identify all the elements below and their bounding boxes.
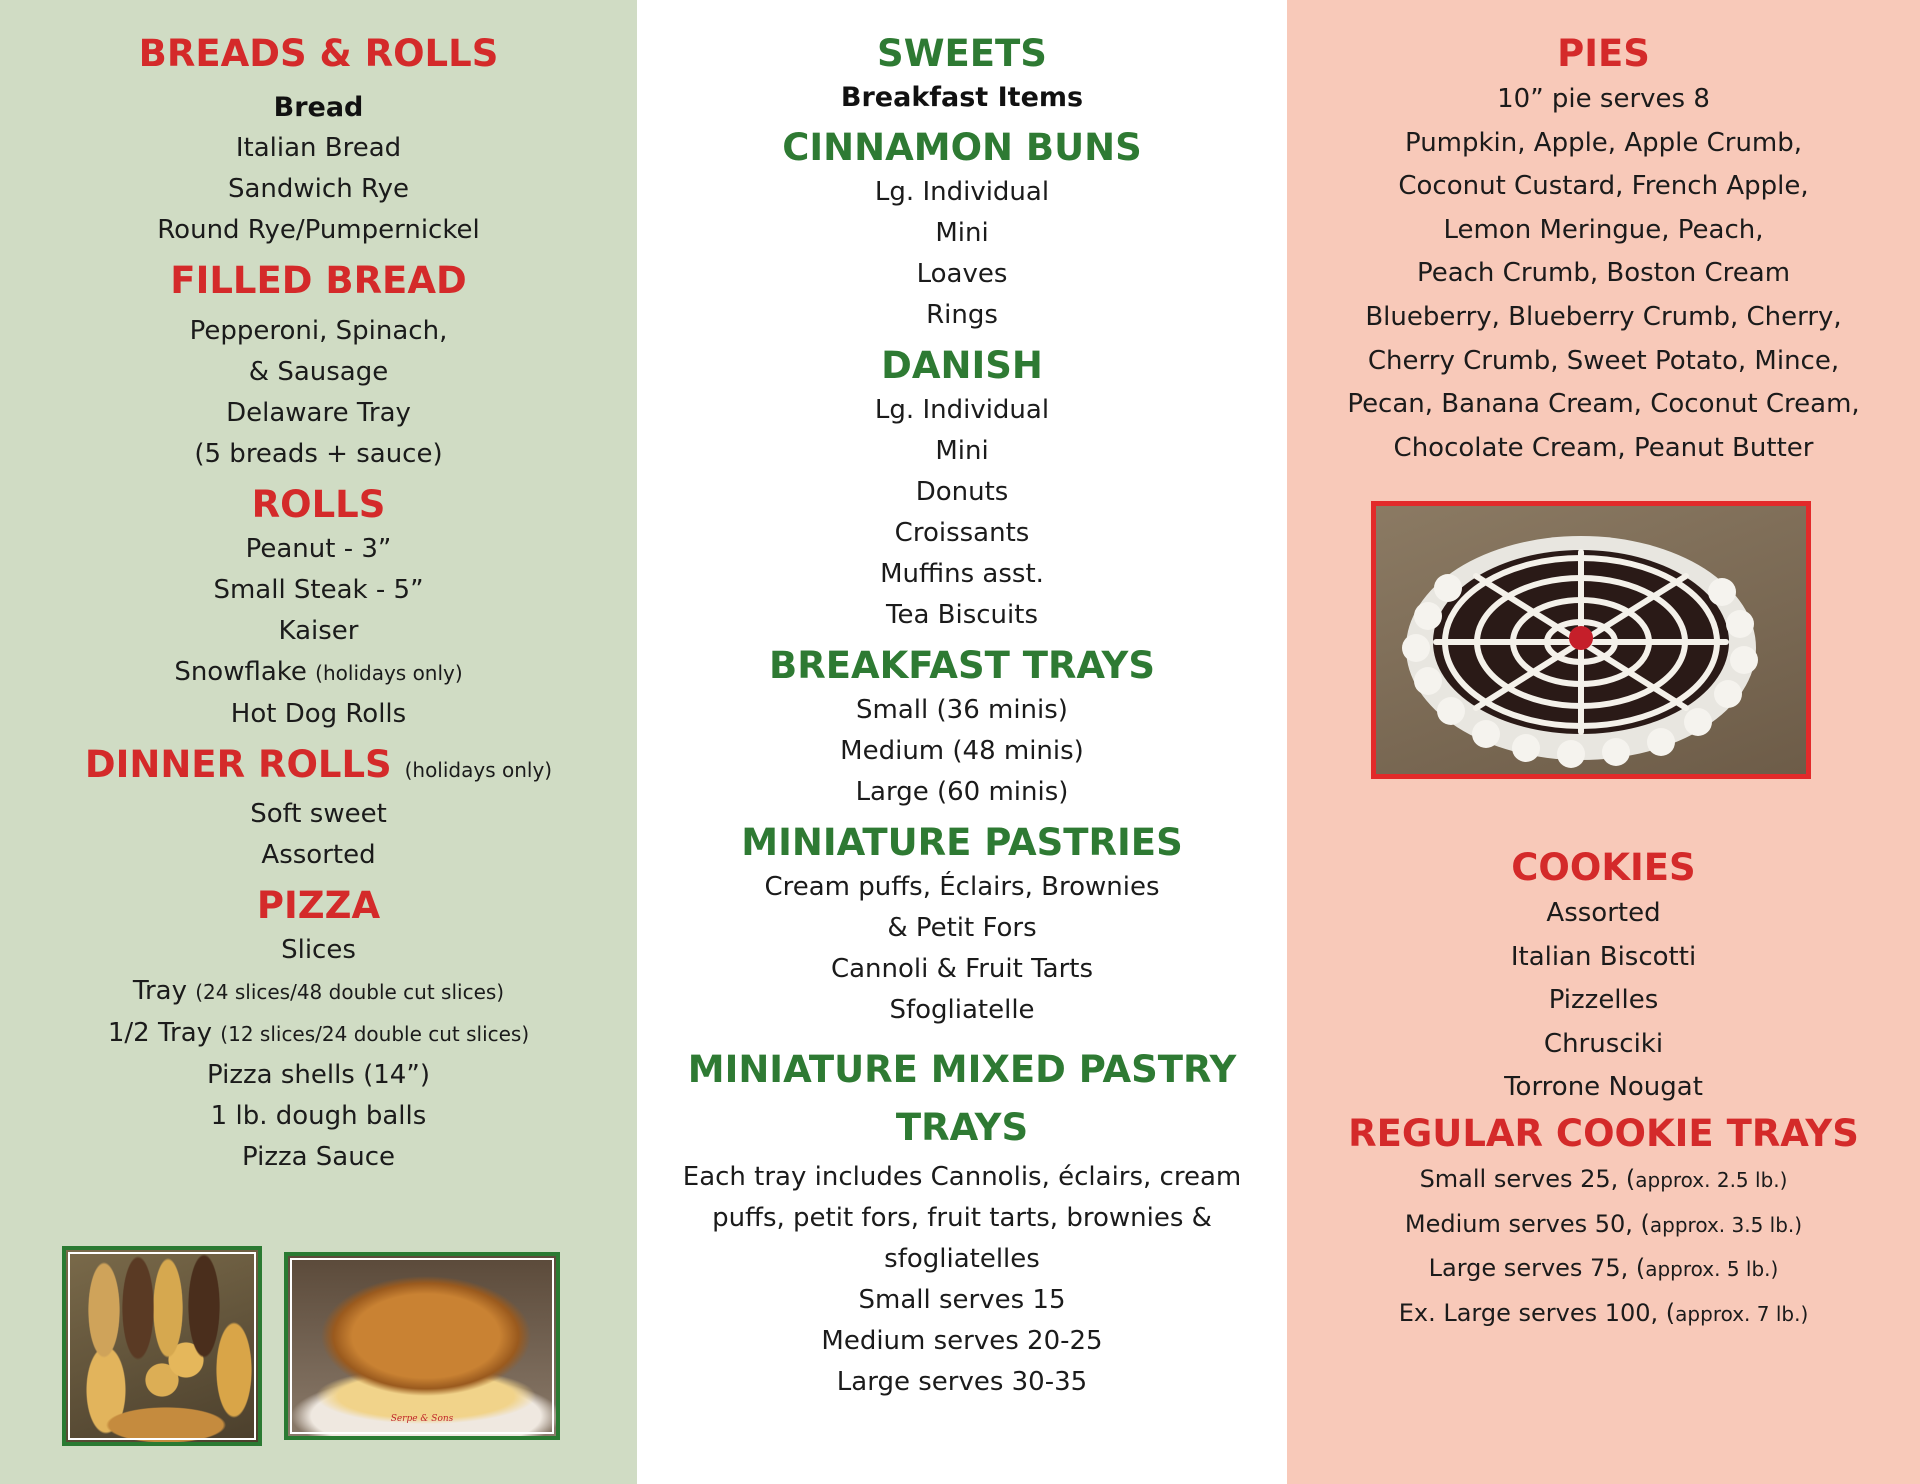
miniature-pastries-heading: MINIATURE PASTRIES bbox=[741, 821, 1183, 864]
dinner-rolls-item: Soft sweet bbox=[250, 799, 387, 829]
cinnamon-buns-item: Rings bbox=[926, 300, 998, 330]
pie-photo bbox=[1371, 501, 1811, 779]
breads-column bbox=[0, 0, 637, 1484]
cookies-item: Pizzelles bbox=[1548, 985, 1659, 1016]
danish-heading: DANISH bbox=[881, 344, 1043, 387]
bread-item: Italian Bread bbox=[235, 133, 402, 163]
miniature-pastries-item: Sfogliatelle bbox=[889, 995, 1035, 1025]
filled-bread-item: Pepperoni, Spinach, bbox=[189, 316, 448, 346]
danish-item: Tea Biscuits bbox=[885, 600, 1038, 630]
miniature-pastries-item: Cream puffs, Éclairs, Brownies bbox=[764, 872, 1160, 902]
crumb-cake-photo bbox=[284, 1252, 560, 1440]
pizza-item: Pizza shells (14”) bbox=[207, 1060, 430, 1090]
regular-cookie-trays-item bbox=[1307, 1203, 1900, 1248]
pies-heading: PIES bbox=[1557, 32, 1650, 75]
snowflake-note: (holidays only) bbox=[315, 661, 463, 685]
pies-item: Peach Crumb, Boston Cream bbox=[1416, 258, 1791, 289]
pizza-half-tray-label: 1/2 Tray bbox=[107, 1018, 213, 1048]
miniature-pastries-item: Cannoli & Fruit Tarts bbox=[830, 954, 1094, 984]
sweets-column bbox=[637, 0, 1287, 1484]
regular-tray-note: approx. 2.5 lb.) bbox=[1635, 1167, 1788, 1192]
mixed-pastry-trays-item: Each tray includes Cannolis, éclairs, cream bbox=[682, 1162, 1242, 1192]
breakfast-items-subheading: Breakfast Items bbox=[840, 82, 1084, 113]
pies-item: Pumpkin, Apple, Apple Crumb, bbox=[1404, 127, 1803, 158]
filled-bread-item: & Sausage bbox=[248, 357, 389, 387]
cookies-item: Chrusciki bbox=[1543, 1028, 1664, 1059]
pizza-half-tray-note: (12 slices/24 double cut slices) bbox=[220, 1022, 530, 1046]
regular-cookie-trays-item bbox=[1307, 1158, 1900, 1203]
rolls-item: Hot Dog Rolls bbox=[230, 699, 407, 729]
breads-rolls-heading: BREADS & ROLLS bbox=[138, 32, 499, 75]
pizza-tray-note: (24 slices/48 double cut slices) bbox=[195, 980, 505, 1004]
danish-item: Lg. Individual bbox=[874, 395, 1050, 425]
pies-column bbox=[1287, 0, 1920, 1484]
mixed-pastry-trays-heading bbox=[677, 1041, 1247, 1157]
snowflake-label: Snowflake bbox=[174, 657, 307, 687]
breakfast-trays-item: Small (36 minis) bbox=[856, 695, 1068, 725]
pizza-item: Pizza Sauce bbox=[241, 1142, 396, 1172]
rolls-item-snowflake bbox=[30, 652, 607, 694]
mixed-pastry-trays-item: sfogliatelles bbox=[884, 1244, 1040, 1274]
pizza-heading: PIZZA bbox=[256, 884, 381, 927]
bread-item: Sandwich Rye bbox=[228, 174, 409, 204]
regular-tray-label: Medium serves 50, ( bbox=[1404, 1209, 1650, 1238]
bread-photos bbox=[62, 1246, 582, 1446]
filled-bread-heading: FILLED BREAD bbox=[170, 259, 467, 302]
dinner-rolls-item: Assorted bbox=[261, 840, 376, 870]
bread-subheading: Bread bbox=[273, 92, 364, 123]
cookies-item: Italian Biscotti bbox=[1510, 941, 1697, 972]
pies-item: Pecan, Banana Cream, Coconut Cream, bbox=[1347, 389, 1860, 420]
danish-item: Donuts bbox=[915, 477, 1009, 507]
pies-item: Coconut Custard, French Apple, bbox=[1398, 171, 1809, 202]
mixed-pastry-trays-title-line2: TRAYS bbox=[895, 1106, 1029, 1149]
photo-caption: Serpe & Sons bbox=[390, 1414, 454, 1424]
cookies-heading: COOKIES bbox=[1511, 846, 1696, 889]
pizza-item-half-tray bbox=[30, 1013, 607, 1055]
cinnamon-buns-heading: CINNAMON BUNS bbox=[782, 126, 1142, 169]
filled-bread-item: (5 breads + sauce) bbox=[194, 439, 443, 469]
rolls-item: Peanut - 3” bbox=[245, 534, 392, 564]
regular-tray-label: Large serves 75, ( bbox=[1428, 1254, 1646, 1283]
pies-item: Blueberry, Blueberry Crumb, Cherry, bbox=[1365, 301, 1842, 332]
pies-item: Cherry Crumb, Sweet Potato, Mince, bbox=[1367, 345, 1840, 376]
sweets-heading: SWEETS bbox=[877, 32, 1047, 75]
regular-cookie-trays-heading: REGULAR COOKIE TRAYS bbox=[1348, 1111, 1859, 1155]
bread-basket-photo bbox=[62, 1246, 262, 1446]
chocolate-pie-icon bbox=[1376, 506, 1806, 774]
mixed-pastry-trays-item: puffs, petit fors, fruit tarts, brownies & bbox=[712, 1203, 1212, 1233]
danish-item: Croissants bbox=[894, 518, 1030, 548]
pies-item: Lemon Meringue, Peach, bbox=[1443, 214, 1764, 245]
mixed-pastry-trays-item: Large serves 30-35 bbox=[836, 1367, 1088, 1397]
breakfast-trays-item: Medium (48 minis) bbox=[840, 736, 1084, 766]
regular-cookie-trays-item bbox=[1307, 1247, 1900, 1292]
cinnamon-buns-item: Loaves bbox=[916, 259, 1008, 289]
bread-item: Round Rye/Pumpernickel bbox=[157, 215, 480, 245]
regular-tray-note: approx. 7 lb.) bbox=[1675, 1301, 1809, 1326]
cookies-item: Assorted bbox=[1546, 898, 1661, 928]
breakfast-trays-heading: BREAKFAST TRAYS bbox=[769, 644, 1155, 687]
cinnamon-buns-item: Lg. Individual bbox=[874, 177, 1050, 207]
pizza-item: Slices bbox=[281, 935, 356, 965]
filled-bread-item: Delaware Tray bbox=[226, 398, 411, 428]
rolls-item: Small Steak - 5” bbox=[213, 575, 424, 605]
regular-tray-label: Ex. Large serves 100, ( bbox=[1398, 1298, 1676, 1327]
pizza-tray-label: Tray bbox=[132, 976, 187, 1006]
cinnamon-buns-item: Mini bbox=[935, 218, 989, 248]
cookies-section bbox=[1287, 844, 1920, 1336]
regular-tray-label: Small serves 25, ( bbox=[1419, 1164, 1636, 1193]
pies-item: Chocolate Cream, Peanut Butter bbox=[1393, 432, 1814, 463]
mixed-pastry-trays-item: Small serves 15 bbox=[858, 1285, 1066, 1315]
danish-item: Mini bbox=[935, 436, 989, 466]
regular-tray-note: approx. 3.5 lb.) bbox=[1649, 1212, 1803, 1237]
rolls-item: Kaiser bbox=[278, 616, 359, 646]
regular-tray-note: approx. 5 lb.) bbox=[1645, 1257, 1779, 1282]
danish-item: Muffins asst. bbox=[880, 559, 1044, 589]
pizza-item: 1 lb. dough balls bbox=[210, 1101, 427, 1131]
dinner-rolls-title: DINNER ROLLS bbox=[84, 743, 392, 786]
breakfast-trays-item: Large (60 minis) bbox=[855, 777, 1069, 807]
pies-item: 10” pie serves 8 bbox=[1497, 84, 1710, 114]
regular-cookie-trays-item bbox=[1307, 1292, 1900, 1337]
dinner-rolls-note: (holidays only) bbox=[404, 758, 553, 782]
mixed-pastry-trays-item: Medium serves 20-25 bbox=[821, 1326, 1103, 1356]
mixed-pastry-trays-title-line1: MINIATURE MIXED PASTRY bbox=[687, 1048, 1237, 1091]
dinner-rolls-heading bbox=[30, 741, 607, 794]
miniature-pastries-item: & Petit Fors bbox=[887, 913, 1037, 943]
rolls-heading: ROLLS bbox=[251, 483, 386, 526]
pizza-item-tray bbox=[30, 971, 607, 1013]
cookies-item: Torrone Nougat bbox=[1504, 1072, 1703, 1103]
